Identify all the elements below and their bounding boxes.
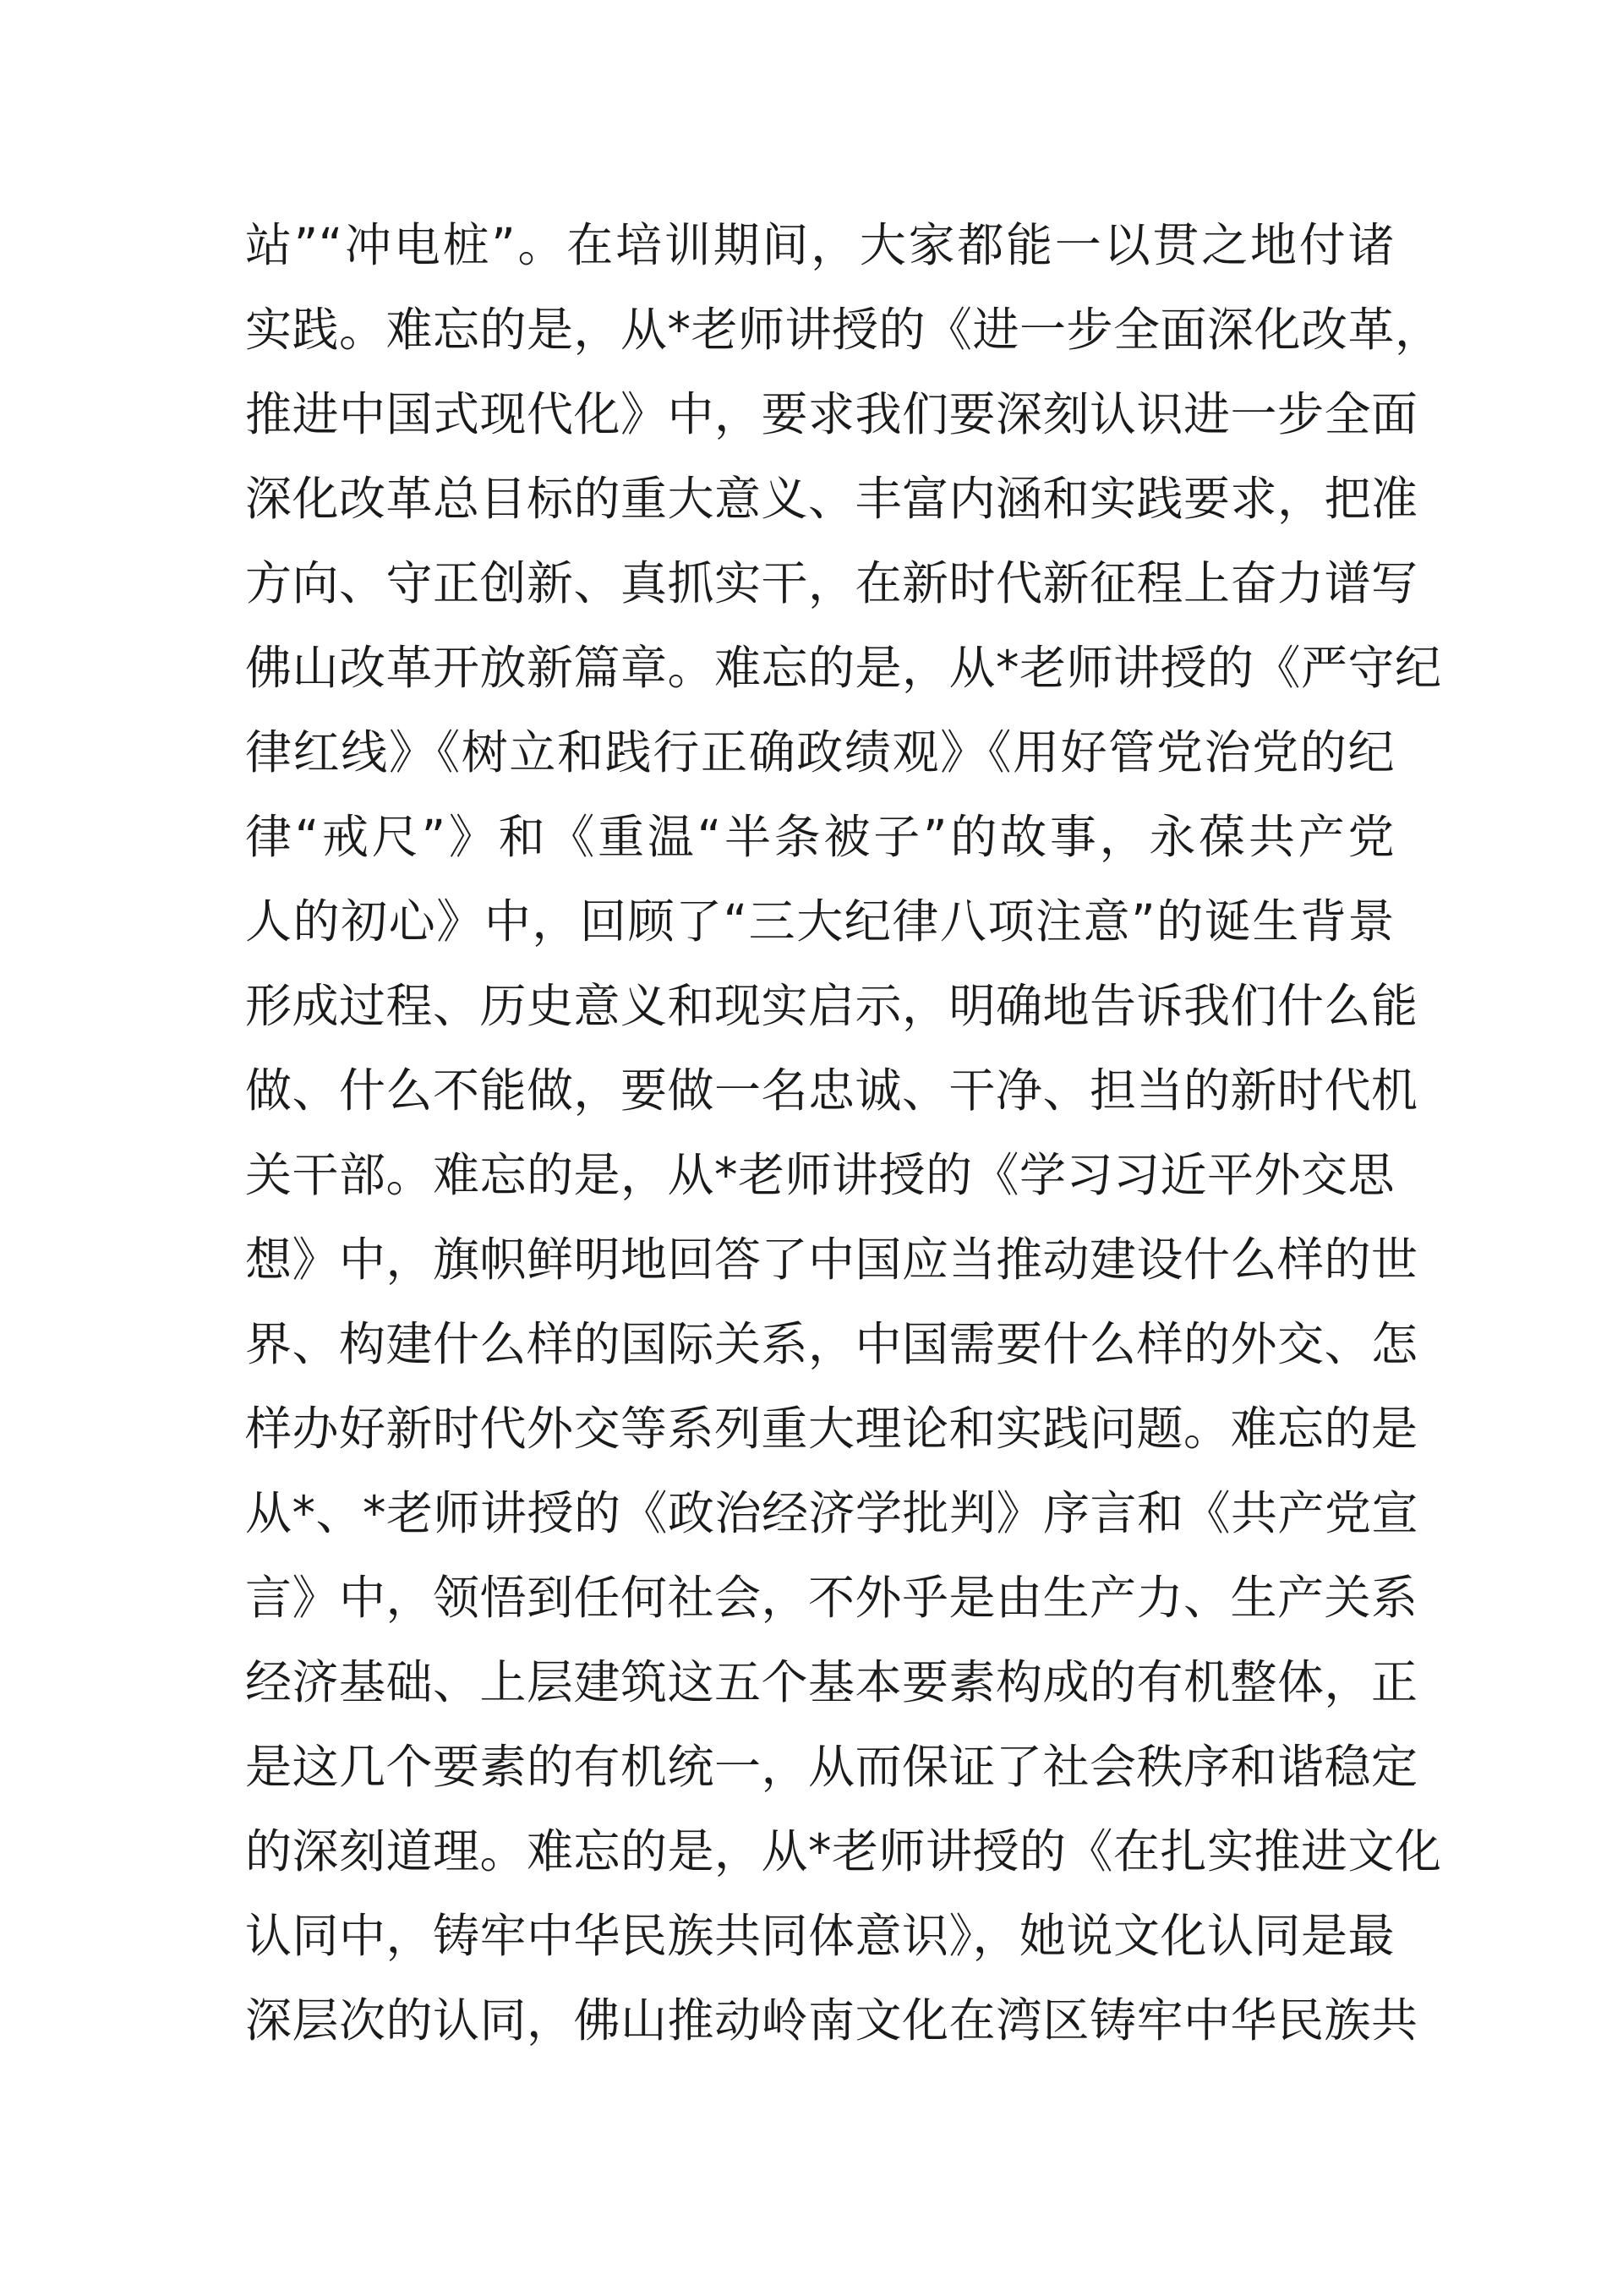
text-line: 是这几个要素的有机统一，从而保证了社会秩序和谐稳定 [245,1740,1418,1794]
text-line: 深化改革总目标的重大意义、丰富内涵和实践要求，把准 [245,472,1418,526]
text-line: 站”“冲电桩”。在培训期间，大家都能一以贯之地付诸 [245,218,1395,272]
body-paragraph [245,203,1442,2063]
text-line: 形成过程、历史意义和现实启示，明确地告诉我们什么能 [245,979,1418,1033]
text-line: 关干部。难忘的是，从*老师讲授的《学习习近平外交思 [245,1148,1396,1202]
text-line: 样办好新时代外交等系列重大理论和实践问题。难忘的是 [245,1402,1418,1456]
text-line: 实践。难忘的是，从*老师讲授的《进一步全面深化改革， [245,303,1442,357]
text-line: 认同中，铸牢中华民族共同体意识》，她说文化认同是最 [245,1909,1396,1963]
text-line: 人的初心》中，回顾了“三大纪律八项注意”的诞生背景 [245,894,1395,948]
text-line: 从*、*老师讲授的《政治经济学批判》序言和《共产党宣 [245,1486,1419,1540]
text-line: 的深刻道理。难忘的是，从*老师讲授的《在扎实推进文化 [245,1824,1442,1878]
text-line: 经济基础、上层建筑这五个基本要素构成的有机整体，正 [245,1655,1418,1709]
text-line: 界、构建什么样的国际关系，中国需要什么样的外交、怎 [245,1317,1418,1371]
text-line: 想》中，旗帜鲜明地回答了中国应当推动建设什么样的世 [245,1233,1418,1287]
text-line: 做、什么不能做，要做一名忠诚、干净、担当的新时代机 [245,1063,1418,1118]
text-line: 言》中，领悟到任何社会，不外乎是由生产力、生产关系 [245,1571,1418,1625]
text-line: 律“戒尺”》和《重温“半条被子”的故事，永葆共产党 [245,810,1395,864]
text-line: 佛山改革开放新篇章。难忘的是，从*老师讲授的《严守纪 [245,641,1442,695]
text-line: 深层次的认同，佛山推动岭南文化在湾区铸牢中华民族共 [245,1993,1418,2047]
text-line: 推进中国式现代化》中，要求我们要深刻认识进一步全面 [245,387,1418,441]
text-line: 律红线》《树立和践行正确政绩观》《用好管党治党的纪 [245,725,1395,779]
text-line: 方向、守正创新、真抓实干，在新时代新征程上奋力谱写 [245,556,1418,610]
